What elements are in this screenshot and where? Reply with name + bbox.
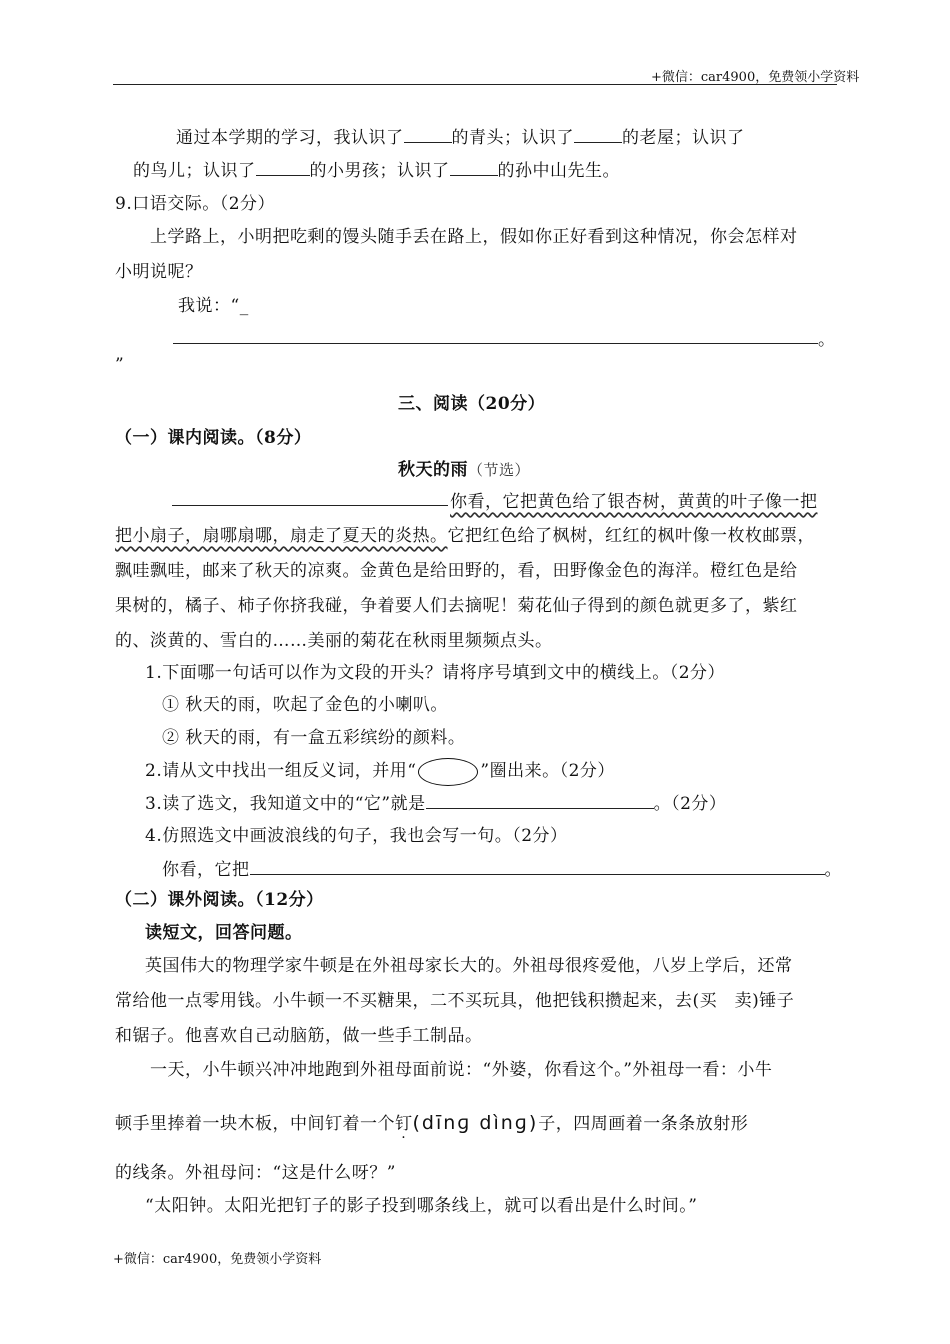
q9-close-quote: ”: [115, 355, 125, 375]
part-1-title: （一）课内阅读。（8分）: [115, 428, 312, 448]
header-rule: [113, 84, 837, 85]
passage-line-2b: 它把红色给了枫树，红红的枫叶像一枚枚邮票，: [447, 526, 815, 546]
passage-title: [398, 455, 530, 480]
part1-q3-blank[interactable]: [426, 792, 654, 809]
part1-q2-a: 2.请从文中找出一组反义词，并用“: [145, 761, 417, 781]
part1-q4-prefix: 你看，它把: [162, 860, 250, 880]
part1-q1-option-2: ② 秋天的雨，有一盒五彩缤纷的颜料。: [162, 728, 466, 748]
part1-q4-answer: [162, 855, 842, 880]
q9-title: 9.口语交际。（2分）: [115, 194, 276, 214]
q8-blank-2[interactable]: [574, 126, 622, 143]
passage-line-5: 的、淡黄的、雪白的……美丽的菊花在秋雨里频频点头。: [115, 631, 553, 651]
story-line-3: 和锯子。他喜欢自己动脑筋，做一些手工制品。: [115, 1026, 483, 1046]
part1-q4-blank[interactable]: [250, 858, 825, 875]
part1-q1-option-1: ① 秋天的雨，吹起了金色的小喇叭。: [162, 695, 448, 715]
part1-q4: 4.仿照选文中画波浪线的句子，我也会写一句。（2分）: [145, 826, 568, 846]
wavy-sentence-1: 你看，它把黄色给了银杏树，黄黄的叶子像一把: [450, 492, 818, 512]
story-line-7: “太阳钟。太阳光把钉子的影子投到哪条线上，就可以看出是什么时间。”: [145, 1196, 698, 1216]
part1-q3-b: 。（2分）: [653, 794, 727, 814]
passage-line-4: 果树的，橘子、柿子你挤我碰，争着要人们去摘呢！菊花仙子得到的颜色就更多了，紫红: [115, 596, 798, 616]
oval-shape: [418, 758, 478, 786]
q8-text-f: 的孙中山先生。: [497, 161, 620, 181]
part1-q3-a: 3.读了选文，我知道文中的“它”就是: [145, 794, 426, 814]
wavy-sentence-2: 把小扇子，扇哪扇哪，扇走了夏天的炎热。: [115, 526, 448, 546]
footer-text: +微信：car4900，免费领小学资料: [113, 1252, 322, 1267]
q8-blank-5[interactable]: [450, 159, 498, 176]
pinyin-choice[interactable]: (dīnɡ dìnɡ): [412, 1112, 539, 1134]
passage-line-3: 飘哇飘哇，邮来了秋天的凉爽。金黄色是给田野的，看，田野像金色的海洋。橙红色是给: [115, 561, 798, 581]
dotted-char: 钉: [395, 1114, 413, 1134]
q8-line-1: [176, 123, 745, 148]
part1-q3: [145, 789, 726, 814]
q9-say-label: 我说：“_: [178, 296, 249, 316]
part-2-title: （二）课外阅读。（12分）: [115, 890, 324, 910]
q8-line-2: [133, 156, 620, 181]
story-line-2: 常给他一点零用钱。小牛顿一不买糖果，二不买玩具，他把钱积攒起来，去(买 卖)锤子: [115, 991, 795, 1011]
q8-text-e: 的小男孩；认识了: [309, 161, 450, 181]
story-line-6: 的线条。外祖母问：“这是什么呀？”: [115, 1163, 396, 1183]
passage-title-text: 秋天的雨: [398, 460, 468, 480]
part1-q4-end: 。: [824, 860, 842, 880]
part1-q1: 1.下面哪一句话可以作为文段的开头？请将序号填到文中的横线上。（2分）: [145, 663, 726, 683]
story-line-1: 英国伟大的物理学家牛顿是在外祖母家长大的。外祖母很疼爱他，八岁上学后，还常: [145, 956, 793, 976]
passage-blank-line[interactable]: [172, 505, 448, 506]
header-text: +微信：car4900，免费领小学资料: [651, 70, 860, 85]
q9-prompt-1: 上学路上，小明把吃剩的馒头随手丢在路上，假如你正好看到这种情况，你会怎样对: [150, 227, 798, 247]
story-line-4: 一天，小牛顿兴冲冲地跑到外祖母面前说：“外婆，你看这个。”外祖母一看：小牛: [150, 1060, 773, 1080]
part-2-instruction: 读短文，回答问题。: [145, 923, 303, 943]
story-line-5-a: 顿手里捧着一块木板，中间钉着一个: [115, 1114, 395, 1134]
section-3-title: 三、阅读（20分）: [398, 394, 546, 414]
story-line-5: [115, 1109, 748, 1134]
passage-line-1: [450, 487, 818, 512]
q9-answer-line[interactable]: [173, 343, 818, 344]
part1-q2-b: ”圈出来。（2分）: [480, 761, 615, 781]
passage-line-2: [115, 521, 815, 546]
passage-title-note: （节选）: [468, 461, 531, 479]
q9-prompt-2: 小明说呢？: [115, 262, 203, 282]
q8-text-c: 的老屋；认识了: [622, 128, 745, 148]
q8-text-d: 的鸟儿；认识了: [133, 161, 256, 181]
q8-text-a: 通过本学期的学习，我认识了: [176, 128, 404, 148]
q8-blank-1[interactable]: [404, 126, 452, 143]
part1-q2: [145, 756, 615, 786]
q8-text-b: 的青头；认识了: [451, 128, 574, 148]
story-line-5-b: 子，四周画着一条条放射形: [538, 1114, 749, 1134]
q9-end-period: 。: [818, 330, 836, 350]
q8-blank-4[interactable]: [256, 159, 310, 176]
